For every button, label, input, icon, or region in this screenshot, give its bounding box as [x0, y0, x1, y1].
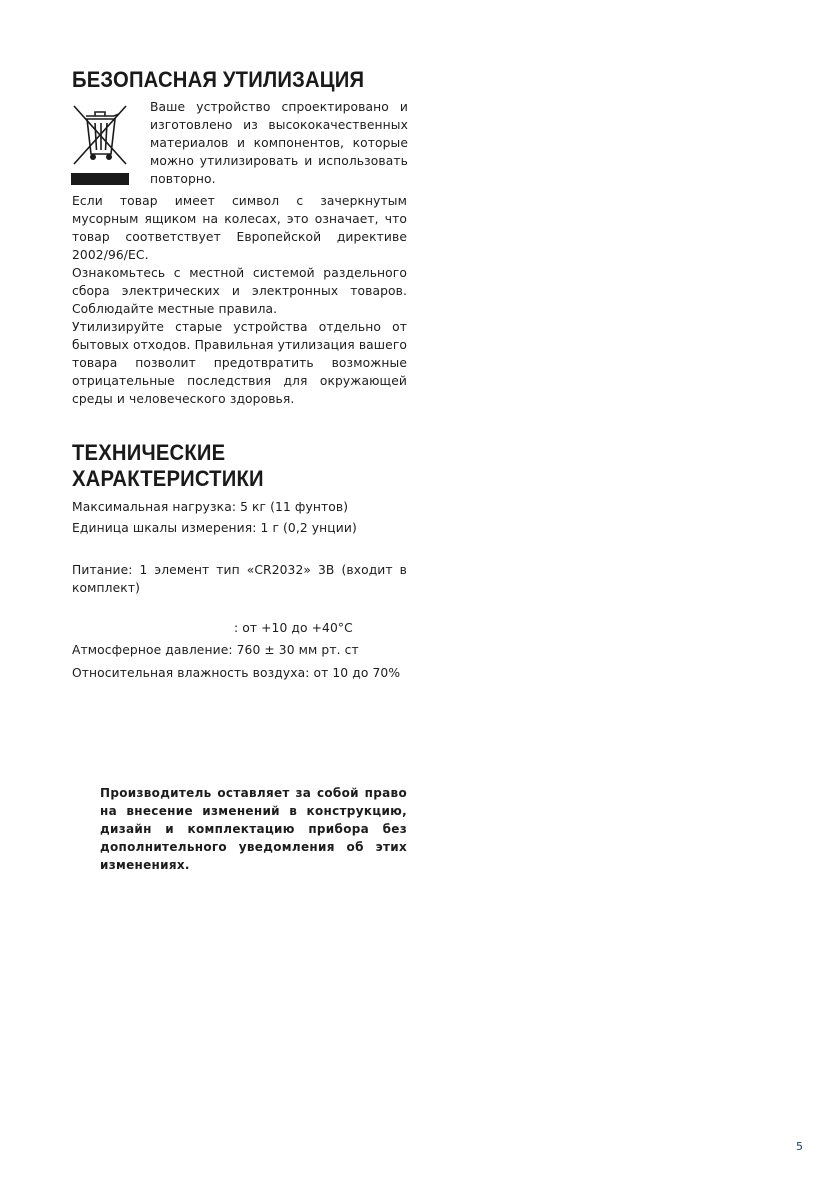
- page-number: 5: [796, 1140, 803, 1153]
- tech-heading-line1: ТЕХНИЧЕСКИЕ: [72, 440, 226, 465]
- manufacturer-notice: Производитель оставляет за собой право на внесение изменений в конструкцию, дизайн и комплектацию прибора без дополнительного уведомления об этих изменениях.: [100, 786, 407, 872]
- disposal-separate-text: Утилизируйте старые устройства отдельно от бытовых отходов. Правильная утилизация вашего товара позволит предотвратить возможные отрицательные последствия для окружающей среды и человеческого здоровья.: [72, 320, 407, 406]
- spec-max-load: Максимальная нагрузка: 5 кг (11 фунтов): [72, 500, 349, 514]
- disposal-heading: БЕЗОПАСНАЯ УТИЛИЗАЦИЯ: [72, 67, 365, 92]
- spec-humidity: Относительная влажность воздуха: от 10 до 70%: [72, 666, 401, 680]
- spec-power: Питание: 1 элемент тип «CR2032» 3В (входит в комплект): [72, 563, 407, 595]
- disposal-section-title: [72, 67, 390, 93]
- disposal-local-rules-text: Ознакомьтесь с местной системой раздельного сбора электрических и электронных товаров. Соблюдайте местные правила.: [72, 266, 407, 316]
- spec-scale-unit: Единица шкалы измерения: 1 г (0,2 унции): [72, 521, 357, 535]
- disposal-directive-text: Если товар имеет символ с зачеркнутым мусорным ящиком на колесах, это означает, что товар соответствует Европейской директиве 2002/96/EC.: [72, 194, 407, 262]
- disposal-intro-text: Ваше устройство спроектировано и изготовлено из высококачественных материалов и компонентов, которые можно утилизировать и использовать повторно.: [150, 100, 408, 186]
- tech-heading-line2: ХАРАКТЕРИСТИКИ: [72, 466, 264, 491]
- crossed-out-wheelie-bin-icon: [68, 102, 132, 187]
- spec-pressure: Атмосферное давление: 760 ± 30 мм рт. ст: [72, 643, 359, 657]
- spec-temperature: : от +10 до +40°С: [234, 621, 353, 635]
- tech-section-title: [72, 440, 280, 492]
